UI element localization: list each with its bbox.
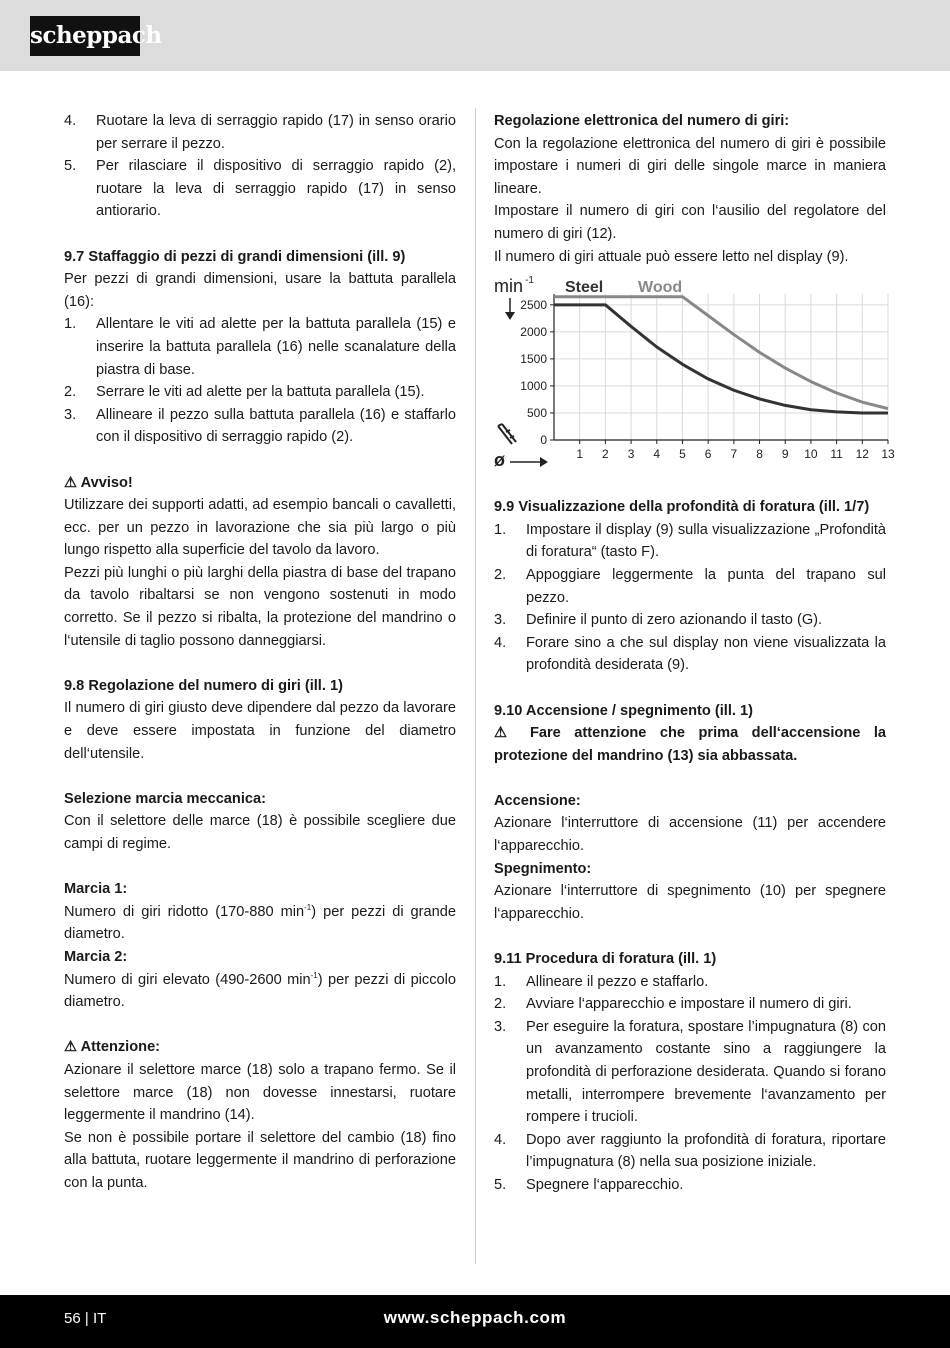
page-header (0, 0, 950, 71)
paragraph: Pezzi più lunghi o più larghi della piastra di base del trapano da tavolo ribaltarsi se non vengono sostenuti in modo corretto. Se il pezzo si ribalta, la protezione del mandrino o l‘utensile di taglio possono danneggiarsi. (64, 564, 456, 649)
left-column (64, 110, 456, 1195)
list-item: 5. Per rilasciare il dispositivo di serraggio rapido (2), ruotare la leva di serraggio rapido (17) in senso antiorario. (64, 158, 456, 220)
drilling-steps-list (494, 971, 886, 1197)
list-item: 1. Allentare le viti ad alette per la battuta parallela (15) e inserire la battuta parallela (16) nelle scanalature della piastra di base. (64, 316, 456, 378)
list-item: 2. Serrare le viti ad alette per la battuta parallela (15). (64, 384, 425, 401)
x-tick-label: 7 (730, 447, 738, 462)
subheading: Marcia 1: (64, 881, 128, 898)
paragraph: Utilizzare dei supporti adatti, ad esempio bancali o cavalletti, ecc. per un pezzo in lavorazione che sia più largo o più lungo rispetto alla superficie del tavolo da lavoro. (64, 497, 456, 559)
x-tick-label: 9 (781, 447, 789, 462)
section-title-9-9: 9.9 Visualizzazione della profondità di foratura (ill. 1/7) (494, 499, 870, 516)
list-item: 4. Ruotare la leva di serraggio rapido (17) in senso orario per serrare il pezzo. (64, 113, 456, 152)
x-tick-label: 11 (830, 447, 843, 462)
clamp-steps-list (64, 110, 456, 223)
y-tick-label: 500 (526, 406, 547, 421)
list-item: 1. Allineare il pezzo e staffarlo. (494, 973, 709, 990)
y-unit-label: min (494, 276, 524, 297)
section-title-9-7: 9.7 Staffaggio di pezzi di grandi dimensioni (ill. 9) (64, 248, 406, 265)
paragraph: Azionare il selettore marce (18) solo a trapano fermo. Se il selettore marce (18) non dovesse innestarsi, ruotare leggermente il mandrino (14). (64, 1061, 456, 1124)
y-tick-label: 1000 (520, 379, 547, 394)
column-divider (475, 108, 476, 1264)
subheading: Accensione: (494, 792, 581, 809)
paragraph: Se non è possibile portare il selettore del cambio (18) fino alla battuta, ruotare leggermente il mandrino di perforazione con la punta. (64, 1129, 456, 1191)
list-item: 2. Avviare l‘apparecchio e impostare il numero di giri. (494, 996, 852, 1013)
paragraph: Azionare l‘interruttore di spegnimento (10) per spegnere l‘apparecchio. (494, 883, 886, 922)
page-footer (0, 1295, 950, 1348)
drill-bit-icon (498, 424, 516, 444)
x-tick-label: 1 (576, 447, 584, 462)
paragraph: Impostare il numero di giri con l‘ausilio del regolatore del numero di giri (12). (494, 203, 886, 242)
x-arrow-head (540, 457, 548, 467)
list-item: 3. Allineare il pezzo sulla battuta parallela (16) e staffarlo con il dispositivo di serraggio rapido (2). (64, 406, 456, 446)
caution-title: ⚠ Attenzione: (64, 1039, 161, 1056)
legend-steel: Steel (565, 279, 604, 297)
depth-display-steps-list (494, 519, 886, 677)
paragraph: Numero di giri elevato (490-2600 $\min^{-1}$) per pezzi di piccolo diametro. (64, 970, 456, 1011)
subheading: Spegnimento: (494, 860, 592, 877)
x-tick-label: 10 (804, 447, 818, 462)
legend-wood: Wood (638, 279, 683, 297)
section-title-9-11: 9.11 Procedura di foratura (ill. 1) (494, 951, 717, 968)
x-tick-label: 5 (679, 447, 686, 462)
y-tick-label: 1500 (520, 352, 547, 367)
paragraph: Con la regolazione elettronica del numero di giri è possibile impostare i numeri di giri delle singole marce in maniera lineare. (494, 135, 886, 197)
x-diameter-symbol: ø (494, 450, 505, 471)
y-tick-label: 0 (540, 433, 547, 448)
scheppach-logo: scheppach (30, 16, 140, 56)
paragraph: Numero di giri ridotto (170-880 $\min^{-1}$) per pezzi di grande diametro. (64, 902, 456, 943)
x-tick-label: 4 (653, 447, 661, 462)
right-column (494, 110, 895, 1197)
subheading: Selezione marcia meccanica: (64, 790, 266, 807)
paragraph: Il numero di giri giusto deve dipendere dal pezzo da lavorare e deve essere impostata in funzione del diametro dell‘utensile. (64, 700, 456, 762)
website-link[interactable]: www.scheppach.com (383, 1308, 567, 1327)
x-tick-label: 3 (627, 447, 635, 462)
paragraph: Azionare l‘interruttore di accensione (11) per accendere l‘apparecchio. (494, 815, 886, 855)
list-item: 4. Dopo aver raggiunto la profondità di foratura, riportare l’impugnatura (8) nella sua posizione iniziale. (494, 1131, 886, 1171)
x-tick-label: 6 (704, 447, 712, 462)
series-line-wood (554, 297, 888, 409)
speed-chart-svg (490, 270, 900, 500)
list-item: 3. Definire il punto di zero azionando il tasto (G). (494, 612, 823, 629)
y-arrow-head (505, 312, 515, 320)
warning-title: ⚠ Avviso! (64, 474, 133, 491)
paragraph: Il numero di giri attuale può essere letto nel display (9). (494, 248, 849, 265)
y-tick-label: 2500 (520, 297, 547, 312)
paragraph: Con il selettore delle marce (18) è possibile scegliere due campi di regime. (64, 813, 456, 852)
y-tick-label: 2000 (520, 325, 547, 340)
parallel-stop-steps-list (64, 313, 456, 449)
list-item: 3. Per eseguire la foratura, spostare l’impugnatura (8) con un avanzamento costante sino a raggiungere la profondità di perforazione desiderata. Quando si forano metalli, interrompere brevemente l‘avanzamento per rompere i trucioli. (494, 1018, 886, 1126)
list-item: 1. Impostare il display (9) sulla visualizzazione „Profondità di foratura“ (tasto F). (494, 521, 886, 561)
x-tick-label: 13 (881, 447, 895, 462)
section-title-9-8: 9.8 Regolazione del numero di giri (ill. 1) (64, 677, 343, 694)
y-unit-superscript: -1 (525, 275, 534, 287)
section-title-9-10: 9.10 Accensione / spegnimento (ill. 1) (494, 702, 753, 719)
warning-paragraph: ⚠ Fare attenzione che prima dell‘accensione la protezione del mandrino (13) sia abbassata. (494, 725, 886, 764)
paragraph: Per pezzi di grandi dimensioni, usare la battuta parallela (16): (64, 271, 456, 310)
x-tick-label: 12 (855, 447, 869, 462)
list-item: 4. Forare sino a che sul display non viene visualizzata la profondità desiderata (9). (494, 634, 886, 674)
page-number: 56 | IT (64, 1310, 107, 1327)
list-item: 5. Spegnere l‘apparecchio. (494, 1176, 684, 1193)
list-item: 2. Appoggiare leggermente la punta del trapano sul pezzo. (494, 566, 886, 606)
x-tick-label: 8 (756, 447, 763, 462)
speed-chart (490, 270, 900, 500)
x-tick-label: 2 (602, 447, 609, 462)
subheading: Marcia 2: (64, 948, 128, 965)
subheading: Regolazione elettronica del numero di giri: (494, 113, 790, 129)
